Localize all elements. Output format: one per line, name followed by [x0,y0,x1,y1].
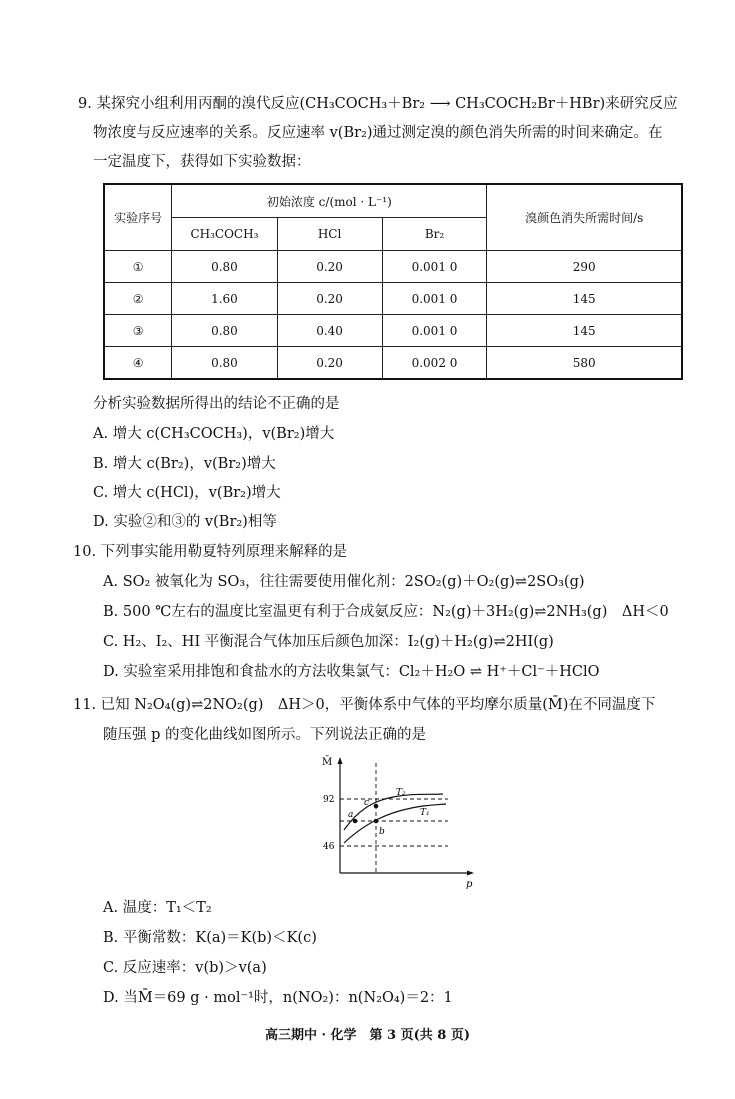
q9-line2: 物浓度与反应速率的关系。反应速率 v(Br₂)通过测定溴的颜色消失所需的时间来确定。在 [93,125,663,141]
table-row [104,251,682,283]
header-acetone: CH₃COCH₃ [172,218,277,251]
q10-option-c: C. H₂、I₂、HI 平衡混合气体加压后颜色加深：I₂(g)＋H₂(g)⇌2HI(g) [103,634,554,650]
q9-option-a: A. 增大 c(CH₃COCH₃)，v(Br₂)增大 [93,426,335,442]
x-axis-arrow [467,871,474,876]
row-id: ④ [104,347,172,380]
q9-option-b: B. 增大 c(Br₂)，v(Br₂)增大 [93,456,276,472]
q9-line1: 9. 某探究小组利用丙酮的溴代反应(CH₃COCH₃＋Br₂ ⟶ CH₃COCH₂Br＋HBr)来研究反应 [78,96,678,112]
point-a-label: a [348,810,354,820]
cell-hcl: 0.20 [277,251,382,283]
q10-stem: 10. 下列事实能用勒夏特列原理来解释的是 [73,544,348,560]
table-row [104,347,682,380]
q11-option-a: A. 温度：T₁＜T₂ [103,900,212,916]
header-initial-concentration: 初始浓度 c/(mol · L⁻¹) [172,184,487,218]
curve-t1 [344,804,446,843]
row-id: ③ [104,315,172,347]
q11-option-d: D. 当M̄＝69 g · mol⁻¹时，n(NO₂)：n(N₂O₄)＝2：1 [103,990,453,1006]
cell-acetone: 0.80 [172,251,277,283]
row-id: ② [104,283,172,315]
cell-time: 290 [487,251,682,283]
y-tick-46: 46 [323,842,335,852]
cell-acetone: 0.80 [172,347,277,380]
point-c-label: c [364,798,370,808]
cell-hcl: 0.20 [277,347,382,380]
cell-time: 145 [487,315,682,347]
cell-time: 145 [487,283,682,315]
point-c [374,804,379,809]
cell-acetone: 1.60 [172,283,277,315]
table-row [104,283,682,315]
q9-option-d: D. 实验②和③的 v(Br₂)相等 [93,514,277,530]
q11-line1: 11. 已知 N₂O₄(g)⇌2NO₂(g) ΔH＞0，平衡体系中气体的平均摩尔质量(M̄)在不同温度下 [73,697,656,713]
point-b [374,819,379,824]
header-br2: Br₂ [382,218,487,251]
cell-br2: 0.001 0 [382,251,487,283]
curve-t2-label: T₂ [396,788,406,798]
y-tick-92: 92 [323,795,335,805]
table-row [104,315,682,347]
curve-t1-label: T₁ [420,808,430,818]
cell-br2: 0.002 0 [382,347,487,380]
header-decolor-time: 溴颜色消失所需时间/s [487,184,682,251]
y-label: M̄ [322,757,333,768]
q11-option-b: B. 平衡常数：K(a)＝K(b)＜K(c) [103,930,317,946]
cell-hcl: 0.20 [277,283,382,315]
cell-br2: 0.001 0 [382,283,487,315]
x-label: p [466,879,473,890]
cell-hcl: 0.40 [277,315,382,347]
cell-acetone: 0.80 [172,315,277,347]
point-a [353,819,358,824]
q10-option-d: D. 实验室采用排饱和食盐水的方法收集氯气：Cl₂＋H₂O ⇌ H⁺＋Cl⁻＋HClO [103,664,600,680]
q11-line2: 随压强 p 的变化曲线如图所示。下列说法正确的是 [103,727,426,743]
experiment-data-table [103,183,683,380]
cell-br2: 0.001 0 [382,315,487,347]
row-id: ① [104,251,172,283]
page-footer: 高三期中 · 化学 第 3 页(共 8 页) [264,1028,471,1043]
molar-mass-pressure-graph [318,755,483,890]
q9-option-c: C. 增大 c(HCl)，v(Br₂)增大 [93,485,281,501]
q11-option-c: C. 反应速率：v(b)＞v(a) [103,960,267,976]
point-b-label: b [379,827,385,837]
q10-option-b: B. 500 ℃左右的温度比室温更有利于合成氨反应：N₂(g)＋3H₂(g)⇌2NH₃(g) ΔH＜0 [103,604,669,620]
q9-stem: 分析实验数据所得出的结论不正确的是 [93,396,340,412]
cell-time: 580 [487,347,682,380]
header-experiment-no: 实验序号 [104,184,172,251]
header-hcl: HCl [277,218,382,251]
q9-line3: 一定温度下，获得如下实验数据： [93,154,311,170]
y-axis-arrow [338,757,343,764]
q10-option-a: A. SO₂ 被氧化为 SO₃，往往需要使用催化剂：2SO₂(g)＋O₂(g)⇌2SO₃(g) [103,574,585,590]
